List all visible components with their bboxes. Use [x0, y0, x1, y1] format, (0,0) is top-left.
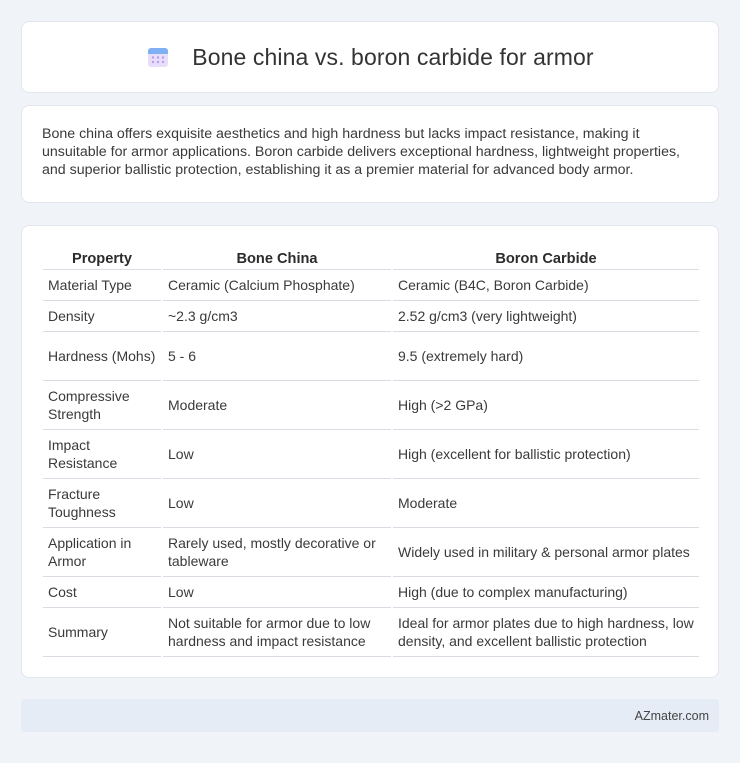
boron-carbide-cell: 9.5 (extremely hard)	[393, 332, 699, 381]
bone-china-cell: Low	[163, 479, 391, 528]
table-row	[43, 577, 699, 608]
comparison-table	[41, 247, 701, 657]
bone-china-cell: Rarely used, mostly decorative or tableware	[163, 528, 391, 577]
property-cell: Compressive Strength	[43, 381, 161, 430]
property-cell: Fracture Toughness	[43, 479, 161, 528]
bone-china-cell: Low	[163, 577, 391, 608]
table-row	[43, 430, 699, 479]
bone-china-cell: Moderate	[163, 381, 391, 430]
table-row	[43, 479, 699, 528]
boron-carbide-cell: High (excellent for ballistic protection)	[393, 430, 699, 479]
table-header-row	[43, 247, 699, 270]
property-cell: Application in Armor	[43, 528, 161, 577]
property-cell: Hardness (Mohs)	[43, 332, 161, 381]
column-header: Boron Carbide	[393, 247, 699, 270]
property-cell: Density	[43, 301, 161, 332]
column-header: Bone China	[163, 247, 391, 270]
bone-china-cell: Low	[163, 430, 391, 479]
boron-carbide-cell: High (>2 GPa)	[393, 381, 699, 430]
bone-china-cell: ~2.3 g/cm3	[163, 301, 391, 332]
bone-china-cell: Not suitable for armor due to low hardness and impact resistance	[163, 608, 391, 657]
intro-text: Bone china offers exquisite aesthetics and high hardness but lacks impact resistance, making it unsuitable for armor applications. Boron carbide delivers exceptional hardness, lightweight properties, and superior ballistic protection, establishing it as a premier material for advanced body armor.	[42, 126, 681, 178]
table-row	[43, 301, 699, 332]
calendar-icon	[146, 45, 170, 69]
property-cell: Impact Resistance	[43, 430, 161, 479]
property-cell: Summary	[43, 608, 161, 657]
column-header: Property	[43, 247, 161, 270]
intro-card	[21, 105, 719, 203]
boron-carbide-cell: Moderate	[393, 479, 699, 528]
table-row	[43, 270, 699, 301]
page-title: Bone china vs. boron carbide for armor	[192, 43, 594, 70]
footer-brand: AZmater.com	[634, 708, 709, 723]
table-row	[43, 528, 699, 577]
title-card	[21, 21, 719, 93]
table-row	[43, 332, 699, 381]
table-row	[43, 608, 699, 657]
property-cell: Cost	[43, 577, 161, 608]
boron-carbide-cell: High (due to complex manufacturing)	[393, 577, 699, 608]
boron-carbide-cell: Widely used in military & personal armor plates	[393, 528, 699, 577]
property-cell: Material Type	[43, 270, 161, 301]
boron-carbide-cell: 2.52 g/cm3 (very lightweight)	[393, 301, 699, 332]
boron-carbide-cell: Ideal for armor plates due to high hardness, low density, and excellent ballistic protection	[393, 608, 699, 657]
boron-carbide-cell: Ceramic (B4C, Boron Carbide)	[393, 270, 699, 301]
bone-china-cell: 5 - 6	[163, 332, 391, 381]
comparison-table-card	[21, 225, 719, 678]
table-row	[43, 381, 699, 430]
footer	[21, 699, 719, 732]
bone-china-cell: Ceramic (Calcium Phosphate)	[163, 270, 391, 301]
